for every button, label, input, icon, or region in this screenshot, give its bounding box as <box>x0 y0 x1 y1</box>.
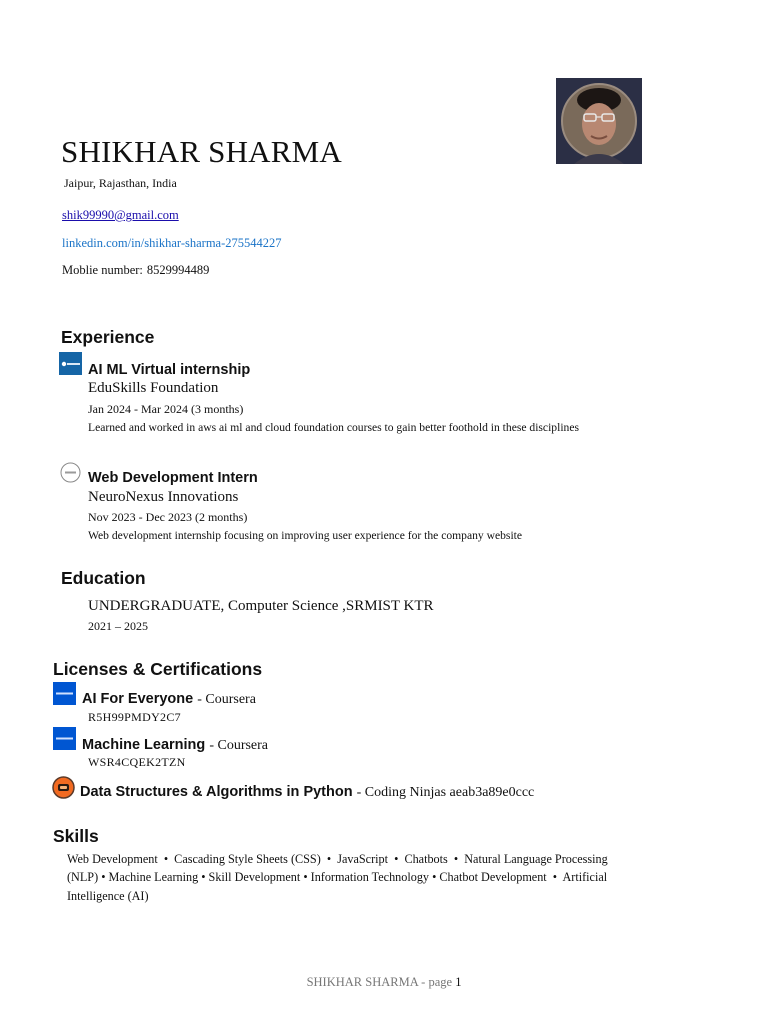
certification-source-3: - Coding Ninjas aeab3a89e0ccc <box>356 785 535 800</box>
coursera-logo-icon <box>53 727 76 750</box>
experience-desc-1: Learned and worked in aws ai ml and cloud foundation courses to gain better foothold in these disciplines <box>88 421 579 434</box>
certification-id-2: WSR4CQEK2TZN <box>88 755 186 769</box>
phone-number <box>62 263 209 278</box>
experience-dates-1: Jan 2024 - Mar 2024 (3 months) <box>88 402 244 416</box>
avatar-icon <box>556 78 642 164</box>
experience-heading: Experience <box>61 327 155 347</box>
experience-org-2: NeuroNexus Innovations <box>88 489 239 505</box>
certification-source-1: - Coursera <box>197 692 256 707</box>
footer-text: SHIKHAR SHARMA - page <box>306 975 453 989</box>
coding-ninjas-logo-icon <box>52 776 75 799</box>
experience-title-1: AI ML Virtual internship <box>88 362 251 378</box>
eduskills-logo-icon <box>59 352 82 375</box>
certification-title-3: Data Structures & Algorithms in Python <box>80 784 353 800</box>
certification-title-1: AI For Everyone <box>82 691 194 707</box>
education-heading: Education <box>61 568 146 588</box>
certification-line-2 <box>82 737 268 754</box>
candidate-name: SHIKHAR SHARMA <box>61 134 342 169</box>
certification-line-3 <box>80 784 534 801</box>
linkedin-link[interactable]: linkedin.com/in/shikhar-sharma-275544227 <box>62 236 282 250</box>
neuronexus-logo-icon <box>59 461 82 484</box>
experience-title-2: Web Development Intern <box>88 470 258 486</box>
experience-desc-2: Web development internship focusing on improving user experience for the company website <box>88 529 523 542</box>
phone-value: 8529994489 <box>146 263 210 277</box>
page-footer <box>0 975 768 990</box>
skills-line-2: (NLP) • Machine Learning • Skill Development • Information Technology • Chatbot Development • Artificial <box>67 870 608 885</box>
certification-id-1: R5H99PMDY2C7 <box>88 710 181 724</box>
certifications-heading: Licenses & Certifications <box>53 659 263 679</box>
skills-line-1: Web Development • Cascading Style Sheets (CSS) • JavaScript • Chatbots • Natural Language Processing <box>67 852 608 866</box>
page-number: 1 <box>455 975 462 989</box>
coursera-logo-icon <box>53 682 76 705</box>
skills-line-3: Intelligence (AI) <box>67 888 149 903</box>
email-link[interactable]: shik99990@gmail.com <box>62 208 179 222</box>
profile-photo <box>556 78 642 164</box>
certification-title-2: Machine Learning <box>82 737 206 753</box>
education-degree: UNDERGRADUATE, Computer Science ,SRMIST KTR <box>88 598 434 614</box>
experience-dates-2: Nov 2023 - Dec 2023 (2 months) <box>88 510 248 524</box>
phone-label: Moblie number: <box>62 263 143 277</box>
certification-source-2: - Coursera <box>209 738 269 753</box>
education-years: 2021 – 2025 <box>88 619 148 633</box>
skills-list <box>67 850 642 905</box>
certification-line-1 <box>82 691 256 708</box>
skills-heading: Skills <box>53 826 99 846</box>
location: Jaipur, Rajasthan, India <box>64 176 177 190</box>
experience-org-1: EduSkills Foundation <box>88 380 219 396</box>
